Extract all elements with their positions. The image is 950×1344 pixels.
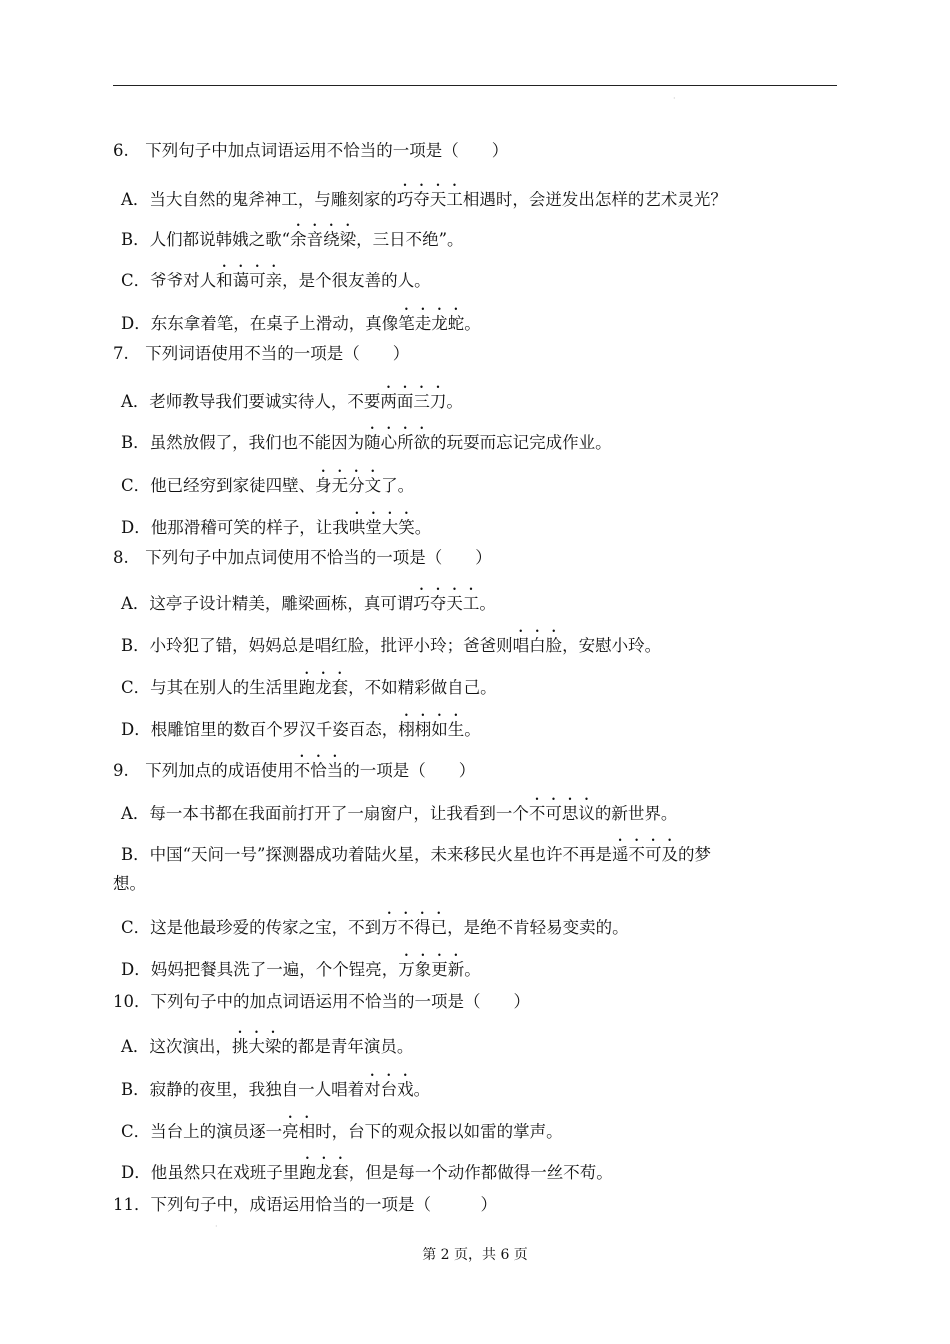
option-text: C．与其在别人的生活里 (121, 678, 299, 697)
dotted-term: 万象更新 (398, 960, 465, 979)
dotted-term: 对台戏 (364, 1080, 414, 1099)
option-text: 。 (479, 594, 496, 613)
option-text: C．这是他最珍爱的传家之宝，不到 (121, 918, 382, 937)
option-text: D．东东拿着笔，在桌子上滑动，真像 (121, 314, 399, 333)
dotted-term: 挑大梁 (231, 1037, 282, 1056)
option-text: B．寂静的夜里，我独自一人唱着 (121, 1080, 365, 1099)
option-text: 的新世界。 (594, 804, 678, 823)
question-6-option-a[interactable] (0, 181, 950, 212)
option-text: A．这亭子设计精美，雕梁画栋，真可谓 (121, 594, 414, 613)
option-text: 。 (446, 392, 463, 411)
dotted-term: 跑龙套 (299, 1163, 349, 1182)
option-text: 。 (464, 314, 481, 333)
question-10-stem: 10．下列句子中的加点词语运用不恰当的一项是（ ） (113, 992, 530, 1011)
page-footer: 第 2 页，共 6 页 (422, 1247, 528, 1263)
question-10-option-a[interactable] (0, 1028, 950, 1059)
option-text: ，不如精彩做自己。 (348, 678, 497, 697)
stem-text: 9. 下列加点的成语使用 (113, 761, 294, 780)
option-text: A．这次演出， (121, 1037, 232, 1056)
question-10-option-d[interactable] (0, 1154, 950, 1185)
option-text: B．小玲犯了错，妈妈总是唱红脸，批评小玲；爸爸则 (121, 636, 513, 655)
question-9-option-a[interactable] (0, 795, 950, 826)
dotted-term: 巧夺天工 (396, 190, 463, 209)
option-text: ，是绝不肯轻易变卖的。 (447, 918, 629, 937)
option-text: D．他那滑稽可笑的样子，让我 (121, 518, 349, 537)
question-7-option-b[interactable] (0, 424, 950, 455)
option-text: ，但是每一个动作都做得一丝不苟。 (348, 1163, 613, 1182)
option-text: A．当大自然的鬼斧神工，与雕刻家的 (121, 190, 397, 209)
stem-text: 的一项是（ ） (343, 761, 476, 780)
option-text: 的都是青年演员。 (281, 1037, 414, 1056)
option-text: C．他已经穷到家徒四壁、 (121, 476, 316, 495)
dotted-term: 跑龙套 (298, 678, 349, 697)
option-text: ，是个很友善的人。 (282, 271, 431, 290)
dotted-term: 哄堂大笑 (348, 518, 415, 537)
scan-speck: · (673, 94, 676, 103)
option-text: 了。 (381, 476, 415, 495)
question-7-option-c[interactable] (0, 467, 950, 498)
option-text: A．老师教导我们要诚实待人，不要 (121, 392, 381, 411)
question-8-option-c[interactable] (0, 669, 950, 700)
option-text: 的玩耍而忘记完成作业。 (430, 433, 612, 452)
option-text: B．虽然放假了，我们也不能因为 (121, 433, 365, 452)
header-rule (113, 85, 837, 86)
option-text: 时，台下的观众报以如雷的掌声。 (315, 1122, 563, 1141)
dotted-term: 栩栩如生 (398, 720, 465, 739)
question-8-stem: 8. 下列句子中加点词使用不恰当的一项是（ ） (113, 548, 492, 567)
option-text: B．人们都说韩娥之歌“ (121, 230, 291, 249)
dotted-term: 不恰当 (293, 761, 344, 780)
dotted-term: 巧夺天工 (413, 594, 480, 613)
option-text: 。 (414, 518, 432, 537)
question-9-stem (0, 752, 950, 783)
dotted-term: 余音绕梁 (290, 230, 357, 249)
question-7-option-d[interactable] (0, 509, 950, 540)
option-text: C．当台上的演员逐一 (121, 1122, 283, 1141)
question-8-option-d[interactable] (0, 711, 950, 742)
dotted-term: 亮相 (282, 1122, 316, 1141)
option-text: D．根雕馆里的数百个罗汉千姿百态， (121, 720, 399, 739)
option-text: 。 (413, 1080, 431, 1099)
question-9-option-d[interactable] (0, 951, 950, 982)
dotted-term: 两面三刀 (380, 392, 447, 411)
question-8-option-a[interactable] (0, 585, 950, 616)
dotted-term: 和蔼可亲 (216, 271, 283, 290)
dotted-term: 不可思议 (528, 804, 595, 823)
question-6-stem: 6. 下列句子中加点词语运用不恰当的一项是（ ） (113, 141, 509, 160)
option-text: 相遇时，会迸发出怎样的艺术灵光？ (462, 190, 727, 209)
option-text: ，安慰小玲。 (562, 636, 662, 655)
option-text: D．妈妈把餐具洗了一遍，个个锃亮， (121, 960, 399, 979)
question-10-option-b[interactable] (0, 1071, 950, 1102)
question-8-option-b[interactable] (0, 627, 950, 658)
option-text: ，三日不绝”。 (356, 230, 464, 249)
dotted-term: 笔走龙蛇 (398, 314, 465, 333)
option-text: D．他虽然只在戏班子里 (121, 1163, 300, 1182)
option-text: 。 (464, 960, 481, 979)
question-9-option-b[interactable] (0, 836, 950, 867)
option-text: 。 (464, 720, 481, 739)
option-text: B．中国“天问一号”探测器成功着陆火星，未来移民火星也许不再是 (121, 845, 612, 864)
question-9-option-c[interactable] (0, 909, 950, 940)
question-7-option-a[interactable] (0, 383, 950, 414)
dotted-term: 万不得已 (381, 918, 448, 937)
question-10-option-c[interactable] (0, 1113, 950, 1144)
option-text: C．爷爷对人 (121, 271, 217, 290)
question-7-stem: 7. 下列词语使用不当的一项是（ ） (113, 344, 410, 363)
dotted-term: 身无分文 (315, 476, 382, 495)
question-11-stem: 11．下列句子中，成语运用恰当的一项是（ ） (113, 1195, 497, 1214)
dotted-term: 唱白脸 (512, 636, 563, 655)
question-9-option-b-continued: 想。 (113, 874, 146, 893)
dotted-term: 随心所欲 (364, 433, 431, 452)
option-text: A．每一本书都在我面前打开了一扇窗户，让我看到一个 (121, 804, 529, 823)
question-6-option-c[interactable] (0, 262, 950, 293)
scan-speck: · (215, 1222, 218, 1231)
question-6-option-d[interactable] (0, 305, 950, 336)
option-text: 的梦 (678, 845, 711, 864)
question-6-option-b[interactable] (0, 221, 950, 252)
dotted-term: 遥不可及 (612, 845, 678, 864)
